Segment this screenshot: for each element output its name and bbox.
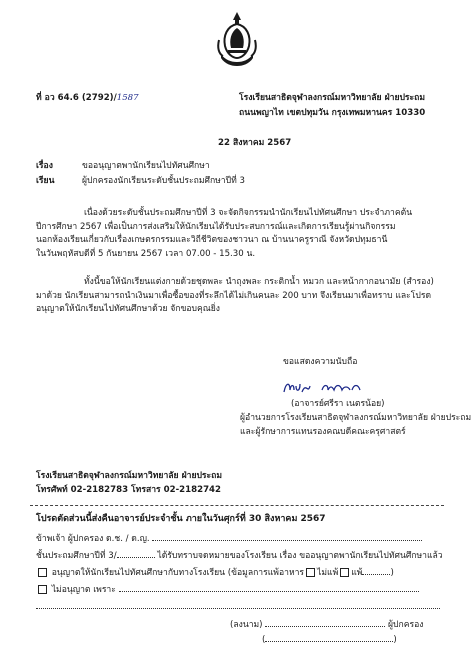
body-line: ปีการศึกษา 2567 เพื่อเป็นการส่งเสริมให้นักเรียนได้รับประสบการณ์และเกิดการเรียนรู้ผ่านกิจกรรม [36, 221, 396, 232]
allergy-detail-field[interactable] [362, 565, 390, 575]
document-number-handwritten: 1587 [116, 93, 139, 103]
body-line: ในวันพฤหัสบดีที่ 5 กันยายน 2567 เวลา 07.00 - 15.30 น. [36, 248, 256, 259]
body-line: เนื่องด้วยระดับชั้นประถมศึกษาปีที่ 3 จะจัดกิจกรรมนำนักเรียนไปทัศนศึกษา ประจำภาคต้น [84, 208, 413, 218]
reply-line-2: ชั้นประถมศึกษาปีที่ 3/ ได้รับทราบจดหมายของโรงเรียน เรื่อง ขออนุญาตพานักเรียนไปทัศนศึกษาแล้ว [36, 548, 443, 562]
body-paragraph-2 [36, 276, 434, 317]
signer-title-line2: และผู้รักษาการแทนรองคณบดีคณะครุศาสตร์ [240, 427, 406, 437]
body-paragraph-1 [36, 207, 412, 261]
closing-regards: ขอแสดงความนับถือ [283, 357, 358, 367]
extra-reason-field[interactable] [36, 599, 440, 609]
deny-checkbox[interactable] [38, 585, 47, 594]
reply-option-deny: ไม่อนุญาต เพราะ [36, 582, 419, 596]
subject-text: ขออนุญาตพานักเรียนไปทัศนศึกษา [82, 161, 210, 171]
footer-school-name: โรงเรียนสาธิตจุฬาลงกรณ์มหาวิทยาลัย ฝ่ายประถม [36, 471, 223, 481]
school-crest-logo [215, 10, 259, 70]
cut-line [30, 505, 444, 506]
signer-title-line1: ผู้อำนวยการโรงเรียนสาธิตจุฬาลงกรณ์มหาวิทยาลัย ฝ่ายประถม [240, 413, 472, 423]
school-address: ถนนพญาไท เขตปทุมวัน กรุงเทพมหานคร 10330 [239, 108, 426, 118]
body-line: นอกห้องเรียนเกี่ยวกับเรื่องเกษตรกรรมและวิถีชีวิตของชาวนา ณ บ้านนาครูราณี จังหวัดปทุมธานี [36, 235, 388, 245]
letter-date: 22 สิงหาคม 2567 [218, 138, 292, 148]
reply-option-allow: อนุญาตให้นักเรียนไปทัศนศึกษากับทางโรงเรียน (ข้อมูลการแพ้อาหาร ไม่แพ้ แพ้ ) [36, 565, 394, 579]
document-number: ที่ อว 64.6 (2792)/1587 [36, 93, 139, 103]
reply-printed-name-line: ( ) [262, 632, 397, 646]
allow-checkbox[interactable] [38, 568, 47, 577]
recipient-label: เรียน [36, 176, 55, 186]
class-room-field[interactable] [117, 548, 155, 558]
subject-label: เรื่อง [36, 161, 53, 171]
school-name: โรงเรียนสาธิตจุฬาลงกรณ์มหาวิทยาลัย ฝ่ายประถม [239, 93, 426, 103]
guardian-printed-name-field[interactable] [265, 632, 393, 642]
not-allergic-checkbox[interactable] [306, 568, 315, 577]
guardian-signature-field[interactable] [265, 617, 385, 627]
reply-slip-title: โปรดตัดส่วนนี้ส่งคืนอาจารย์ประจำชั้น ภายในวันศุกร์ที่ 30 สิงหาคม 2567 [36, 514, 326, 524]
reply-signature-line: (ลงนาม) ผู้ปกครอง [230, 617, 423, 631]
recipient-text: ผู้ปกครองนักเรียนระดับชั้นประถมศึกษาปีที่ 3 [82, 176, 245, 186]
deny-reason-field[interactable] [119, 582, 419, 592]
handwritten-signature [280, 378, 368, 398]
body-line: ทั้งนี้ขอให้นักเรียนแต่งกายด้วยชุดพละ นำถุงพละ กระติกน้ำ หมวก และหน้ากากอนามัย (สำรอง) [84, 277, 434, 287]
reply-line-blank [36, 599, 440, 613]
body-line: อนุญาตให้นักเรียนไปทัศนศึกษาด้วย จักขอบคุณยิ่ง [36, 304, 220, 314]
body-line: มาด้วย นักเรียนสามารถนำเงินมาเพื่อซื้อของที่ระลึกได้ไม่เกินคนละ 200 บาท จึงเรียนมาเพื่อทราบ และโปรด [36, 290, 432, 301]
footer-phone: โทรศัพท์ 02-2182783 โทรสาร 02-2182742 [36, 485, 222, 495]
allergic-checkbox[interactable] [340, 568, 349, 577]
student-name-field[interactable] [152, 531, 422, 541]
reply-line-1: ข้าพเจ้า ผู้ปกครอง ด.ช. / ด.ญ. [36, 531, 422, 545]
signer-name: (อาจารย์ศรีรา เนตรน้อย) [291, 399, 385, 409]
